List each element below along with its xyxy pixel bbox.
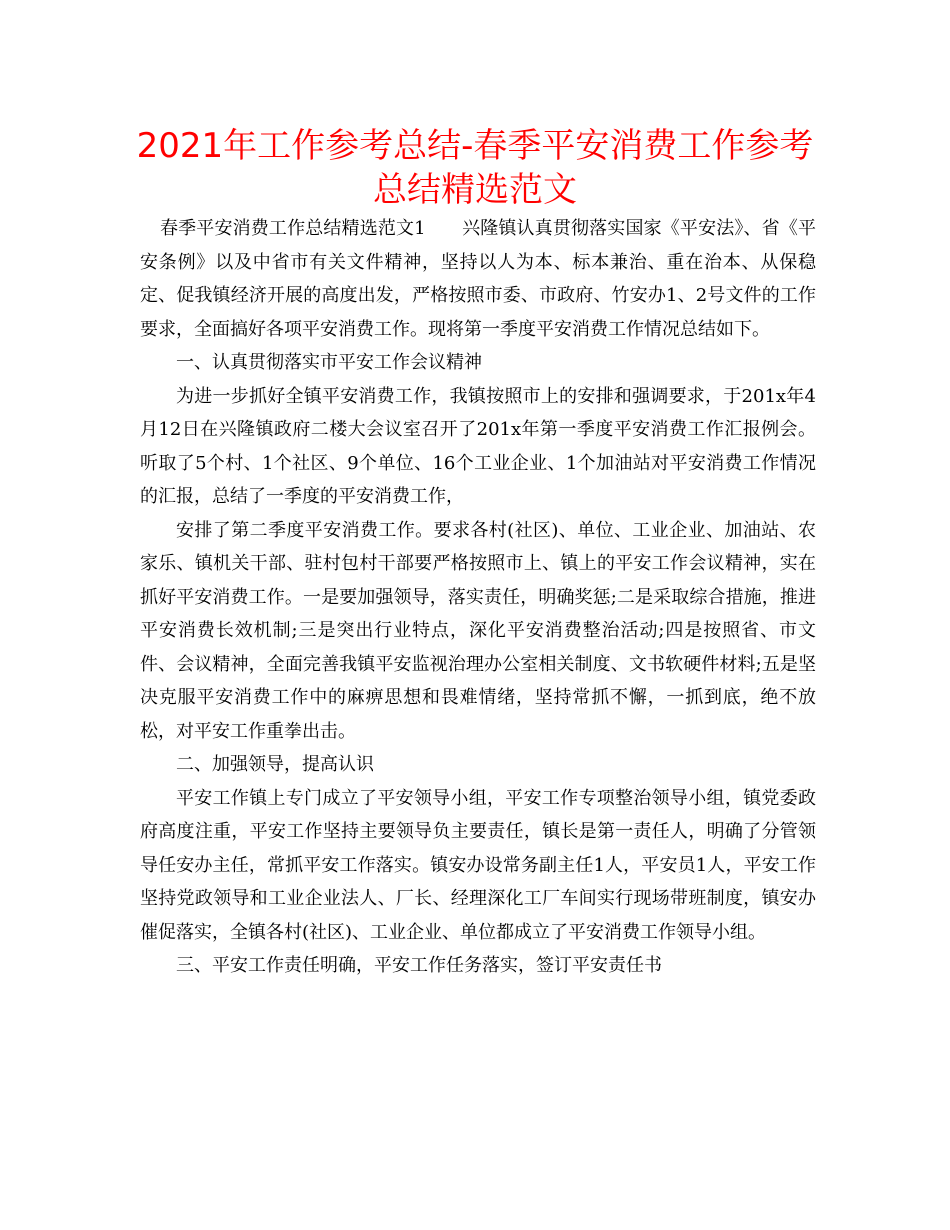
section-heading-3: 三、平安工作责任明确，平安工作任务落实，签订平安责任书 [176, 955, 662, 976]
section-heading-1: 一、认真贯彻落实市平安工作会议精神 [176, 352, 482, 373]
document-body [140, 212, 816, 983]
section-heading-2: 二、加强领导，提高认识 [176, 754, 374, 775]
paragraph-section-1b: 安排了第二季度平安消费工作。要求各村(社区)、单位、工业企业、加油站、农家乐、镇机关干部、驻村包村干部要严格按照市上、镇上的平安工作会议精神，实在抓好平安消费工作。一是要加强领导，落实责任，明确奖惩;二是采取综合措施，推进平安消费长效机制;三是突出行业特点，深化平安消费整治活动;四是按照省、市文件、会议精神，全面完善我镇平安监视治理办公室相关制度、文书软硬件材料;五是坚决克服平安消费工作中的麻痹思想和畏难情绪，坚持常抓不懈，一抓到底，绝不放松，对平安工作重拳出击。 [140, 519, 816, 742]
paragraph-intro: 春季平安消费工作总结精选范文1 兴隆镇认真贯彻落实国家《平安法》、省《平安条例》以及中省市有关文件精神，坚持以人为本、标本兼治、重在治本、从保稳定、促我镇经济开展的高度出发，严格按照市委、市政府、竹安办1、2号文件的工作要求，全面搞好各项平安消费工作。现将第一季度平安消费工作情况总结如下。 [140, 218, 816, 340]
paragraph-section-2: 平安工作镇上专门成立了平安领导小组，平安工作专项整治领导小组，镇党委政府高度注重，平安工作坚持主要领导负主要责任，镇长是第一责任人，明确了分管领导任安办主任，常抓平安工作落实。镇安办设常务副主任1人，平安员1人，平安工作坚持党政领导和工业企业法人、厂长、经理深化工厂车间实行现场带班制度，镇安办催促落实，全镇各村(社区)、工业企业、单位都成立了平安消费工作领导小组。 [140, 787, 816, 943]
document-title: 2021年工作参考总结-春季平安消费工作参考总结精选范文 [136, 126, 814, 210]
paragraph-section-1a: 为进一步抓好全镇平安消费工作，我镇按照市上的安排和强调要求，于201x年4月12日在兴隆镇政府二楼大会议室召开了201x年第一季度平安消费工作汇报例会。听取了5个村、1个社区、9个单位、16个工业企业、1个加油站对平安消费工作情况的汇报，总结了一季度的平安消费工作， [140, 385, 816, 507]
